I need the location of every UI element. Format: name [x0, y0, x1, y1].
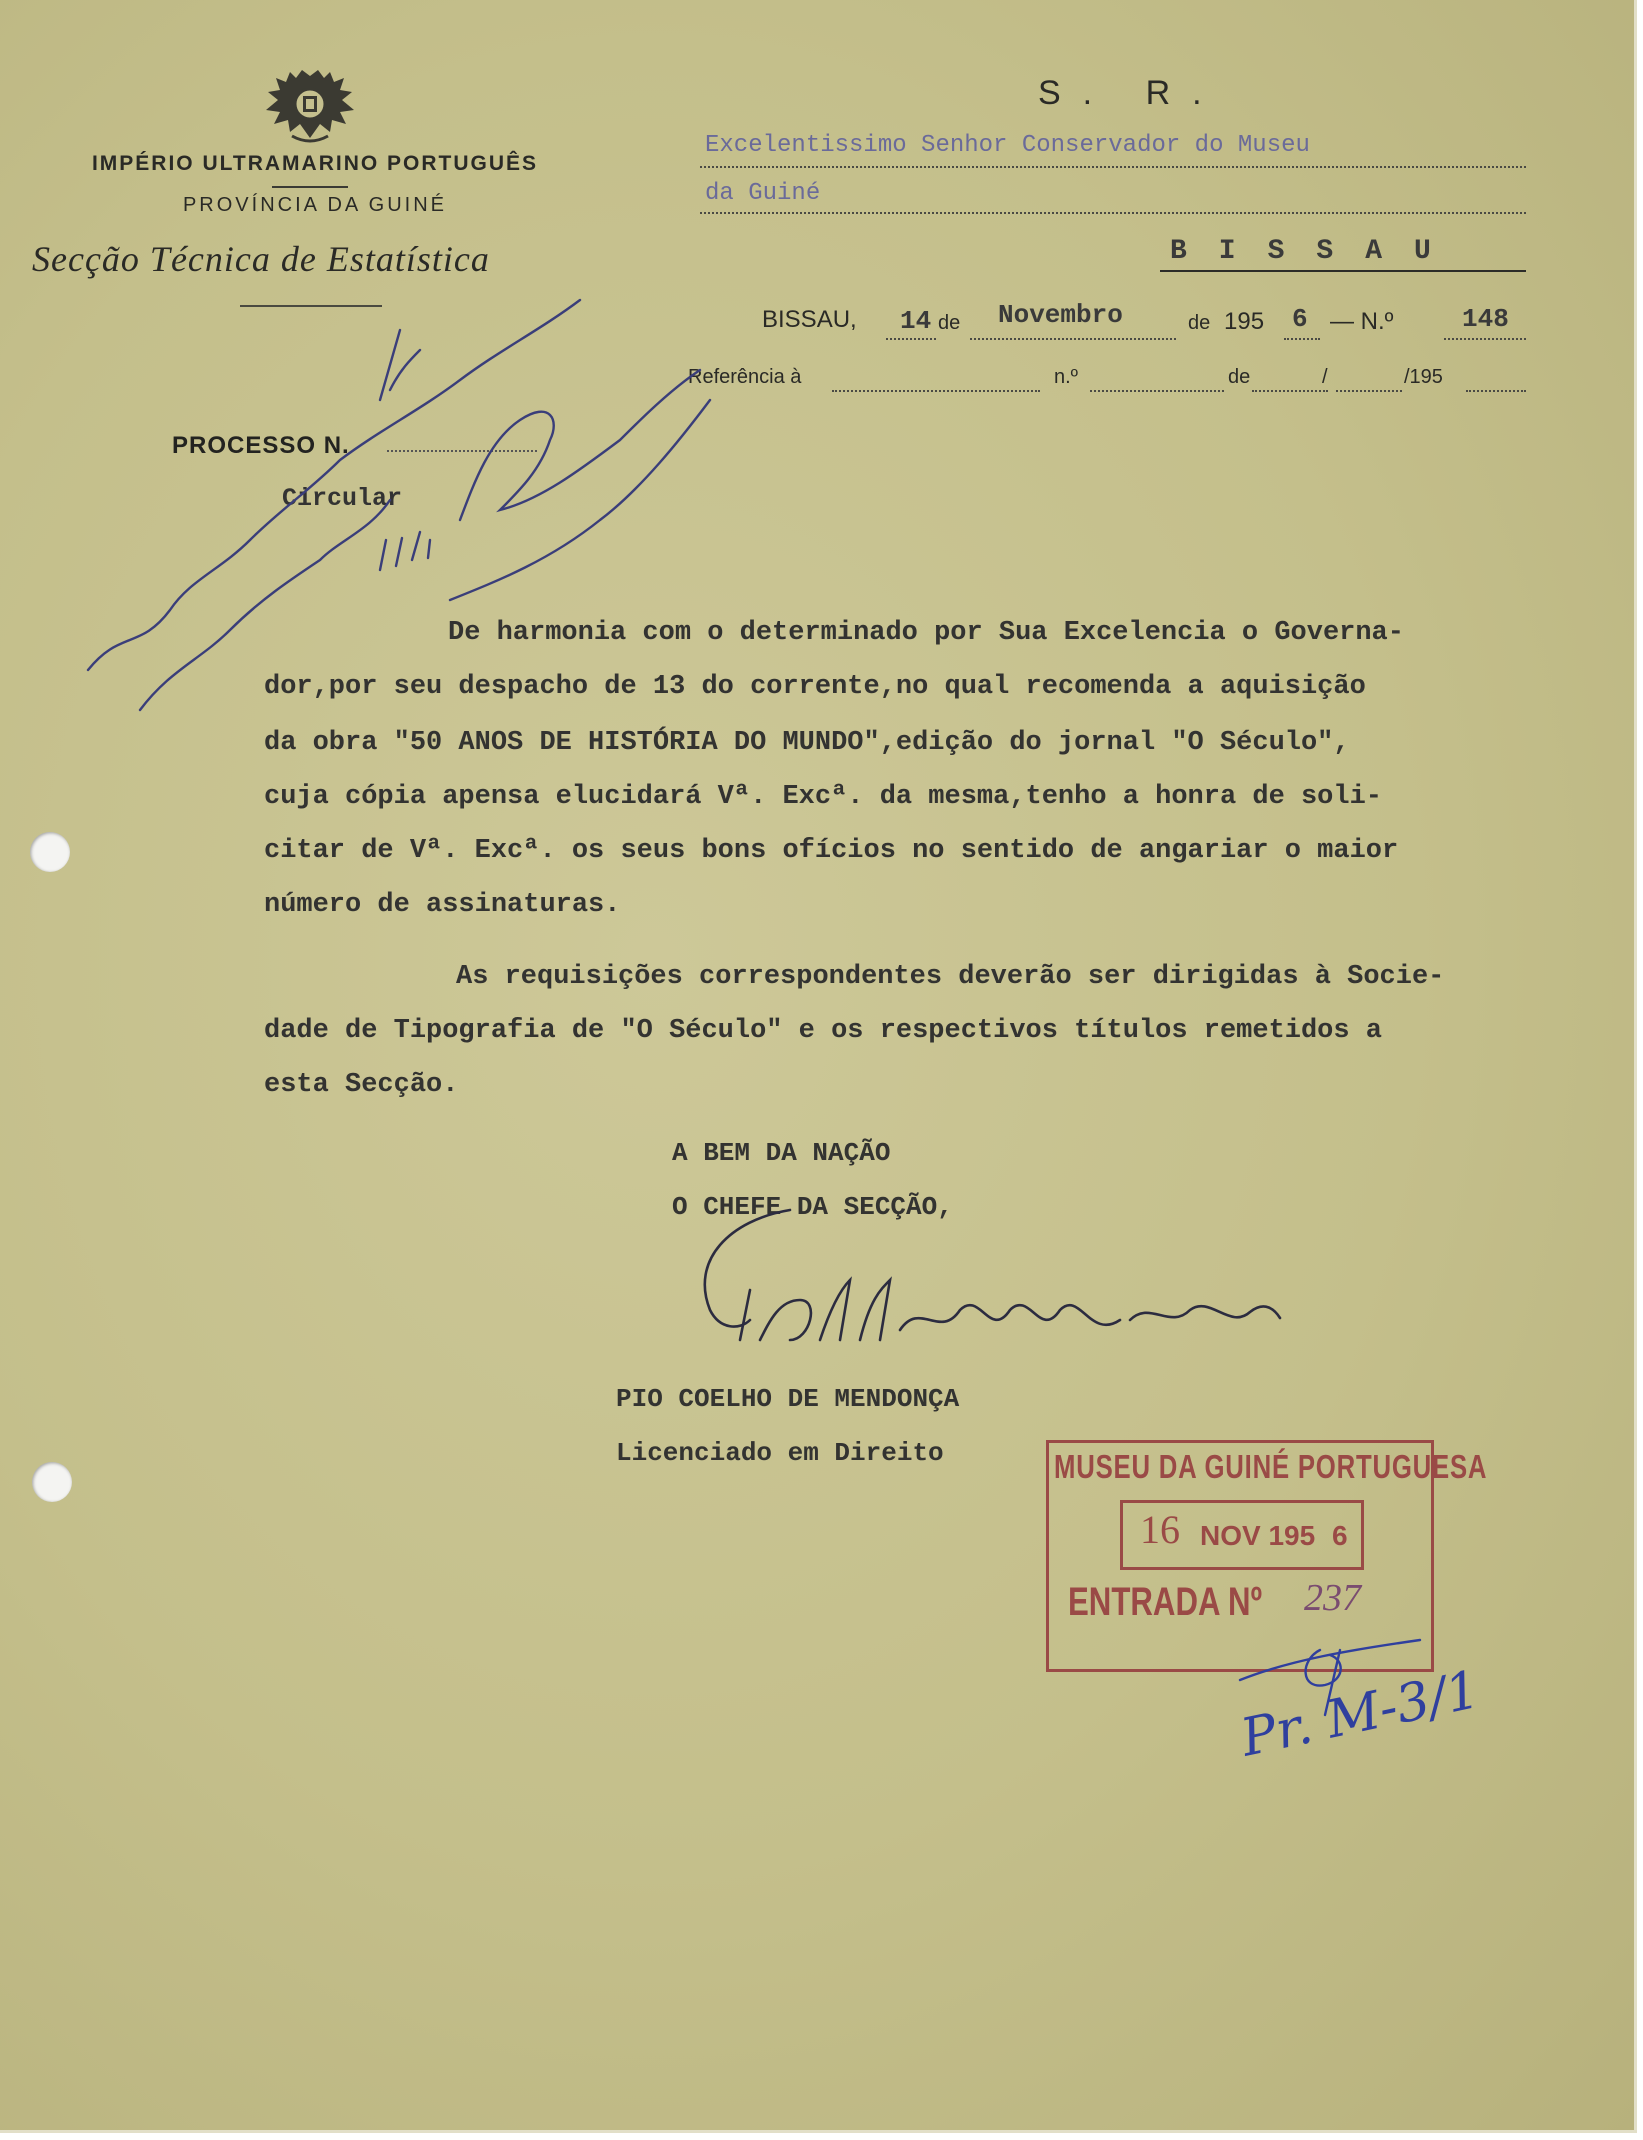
dateline-year-digit: 6: [1292, 304, 1308, 334]
circular-label: Circular: [282, 484, 403, 513]
city-underline: [1160, 270, 1526, 272]
letterhead-line3: Secção Técnica de Estatística: [32, 239, 490, 279]
closing-line-1: A BEM DA NAÇÃO: [672, 1138, 891, 1168]
stamp-month: NOV 195: [1200, 1520, 1316, 1551]
letterhead-divider: [272, 186, 348, 188]
chief-signature: [690, 1200, 1290, 1360]
reference-de-label: de: [1228, 366, 1251, 388]
filing-code: Pr. M-3/1: [1236, 1659, 1485, 1769]
month-dotted-line: [970, 338, 1176, 340]
dateline-de-1: de: [938, 312, 961, 334]
reference-slash-dotted-line: [1336, 390, 1402, 392]
body-line-6: número de assinaturas.: [264, 890, 621, 920]
dateline-number-label: — N.º: [1330, 308, 1394, 335]
dateline-place: BISSAU,: [762, 306, 857, 333]
stamp-title: MUSEU DA GUINÉ PORTUGUESA: [1054, 1448, 1488, 1485]
reference-de-dotted-line: [1252, 390, 1328, 392]
stamp-entry-label: ENTRADA Nº: [1068, 1580, 1262, 1624]
reference-slash: /: [1322, 366, 1328, 388]
margin-note-signature: [80, 270, 720, 740]
body-line-5: citar de Vª. Excª. os seus bons ofícios no sentido de angariar o maior: [264, 836, 1399, 866]
stamp-month-end: 6: [1332, 1520, 1348, 1551]
reference-label: Referência à: [688, 366, 802, 388]
signatory-title: Licenciado em Direito: [616, 1438, 944, 1468]
processo-label: PROCESSO N.: [172, 432, 350, 459]
dateline-day: 14: [900, 306, 932, 336]
year-dotted-line: [1284, 338, 1320, 340]
address-dotted-line-1: [700, 166, 1526, 168]
dateline-number: 148: [1462, 304, 1509, 334]
letterhead-line1: IMPÉRIO ULTRAMARINO PORTUGUÊS: [91, 152, 539, 175]
sr-heading: S. R.: [1038, 74, 1224, 112]
recipient-city: BISSAU: [1170, 236, 1463, 267]
body-line-2: dor,por seu despacho de 13 do corrente,no qual recomenda a aquisição: [264, 672, 1366, 702]
body-line-8: dade de Tipografia de "O Século" e os respectivos títulos remetidos a: [264, 1016, 1382, 1046]
reference-n-label: n.º: [1054, 366, 1078, 388]
closing-line-2: O CHEFE DA SECÇÃO,: [672, 1192, 953, 1222]
stamp-entry-number: 237: [1304, 1577, 1361, 1619]
body-line-7: As requisições correspondentes deverão ser dirigidas à Socie-: [456, 962, 1445, 992]
stamp-day: 16: [1140, 1507, 1180, 1552]
reference-year: /195: [1404, 366, 1443, 388]
coat-of-arms-icon: [262, 70, 358, 146]
number-dotted-line: [1444, 338, 1526, 340]
address-dotted-line-2: [700, 212, 1526, 214]
reference-dotted-line: [832, 390, 1040, 392]
dateline-year-prefix: 195: [1224, 308, 1265, 335]
signatory-name: PIO COELHO DE MENDONÇA: [616, 1384, 960, 1414]
dateline-month: Novembro: [998, 300, 1123, 330]
body-line-9: esta Secção.: [264, 1070, 459, 1100]
dateline-de-2: de: [1188, 312, 1211, 334]
recipient-line1: Excelentissimo Senhor Conservador do Museu: [705, 132, 1310, 159]
body-line-4: cuja cópia apensa elucidará Vª. Excª. da mesma,tenho a honra de soli-: [264, 782, 1382, 812]
punch-hole-lower: [32, 1462, 72, 1502]
day-dotted-line: [886, 338, 936, 340]
reference-n-dotted-line: [1090, 390, 1224, 392]
letterhead-line2: PROVÍNCIA DA GUINÉ: [182, 194, 448, 216]
recipient-line2: da Guiné: [705, 180, 821, 207]
punch-hole-upper: [30, 832, 70, 872]
body-line-1: De harmonia com o determinado por Sua Excelencia o Governa-: [448, 618, 1404, 648]
body-line-3: da obra "50 ANOS DE HISTÓRIA DO MUNDO",edição do jornal "O Século",: [264, 728, 1350, 758]
reference-year-dotted-line: [1466, 390, 1526, 392]
